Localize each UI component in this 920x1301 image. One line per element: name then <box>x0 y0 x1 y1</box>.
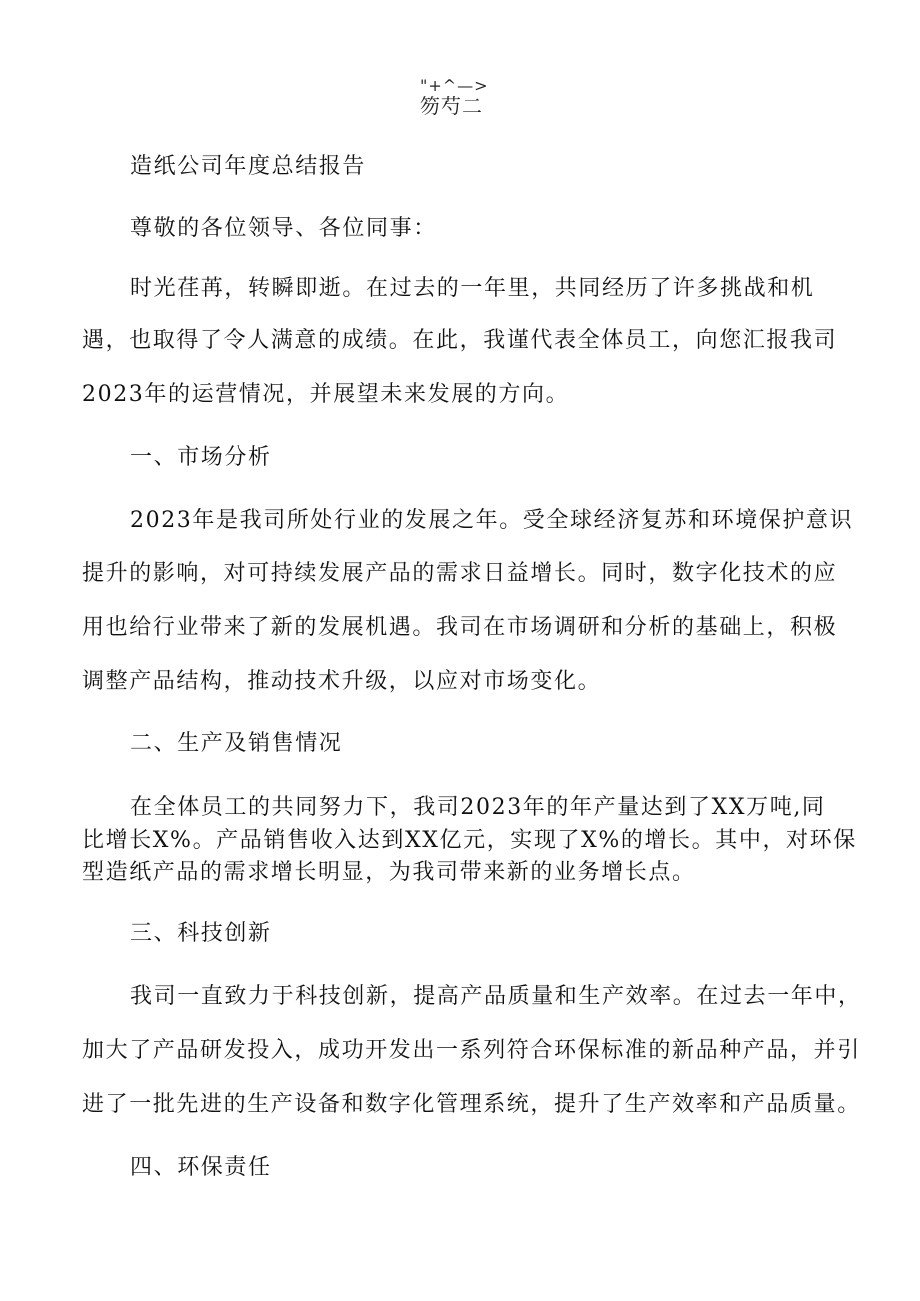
section-line: 进了一批先进的生产设备和数字化管理系统，提升了生产效率和产品质量。 <box>82 1092 861 1117</box>
section-heading: 三、科技创新 <box>130 921 272 946</box>
header-mark <box>420 78 489 118</box>
section-line: 用也给行业带来了新的发展机遇。我司在市场调研和分析的基础上，积极 <box>82 615 838 640</box>
greeting: 尊敬的各位领导、各位同事： <box>130 216 437 241</box>
section-heading: 四、环保责任 <box>130 1155 272 1180</box>
intro-line: 时光荏苒，转瞬即逝。在过去的一年里，共同经历了许多挑战和机 <box>130 276 815 301</box>
document-title: 造纸公司年度总结报告 <box>130 154 367 179</box>
section-heading: 一、市场分析 <box>130 445 272 470</box>
section-line: 比增长X%。产品销售收入达到XX亿元，实现了X%的增长。其中，对环保 <box>82 828 857 853</box>
section-line: 提升的影响，对可持续发展产品的需求日益增长。同时，数字化技术的应 <box>82 561 838 586</box>
header-mark-bottom: 笏芍二 <box>420 94 483 118</box>
section-line: 型造纸产品的需求增长明显，为我司带来新的业务增长点。 <box>82 860 696 885</box>
section-line: 加大了产品研发投入，成功开发出一系列符合环保标准的新品种产品，并引 <box>82 1038 861 1063</box>
intro-line: 2023年的运营情况，并展望未来发展的方向。 <box>82 382 570 407</box>
section-heading: 二、生产及销售情况 <box>130 731 343 756</box>
section-line: 在全体员工的共同努力下，我司2023年的年产量达到了XX万吨,同 <box>130 795 826 820</box>
section-line: 我司一直致力于科技创新，提高产品质量和生产效率。在过去一年中， <box>130 984 862 1009</box>
section-line: 调整产品结构，推动技术升级，以应对市场变化。 <box>82 669 602 694</box>
section-line: 2023年是我司所处行业的发展之年。受全球经济复苏和环境保护意识 <box>130 508 854 533</box>
intro-line: 遇，也取得了令人满意的成绩。在此，我谨代表全体员工，向您汇报我司 <box>82 328 838 353</box>
header-mark-top: "+^—> <box>420 76 489 95</box>
